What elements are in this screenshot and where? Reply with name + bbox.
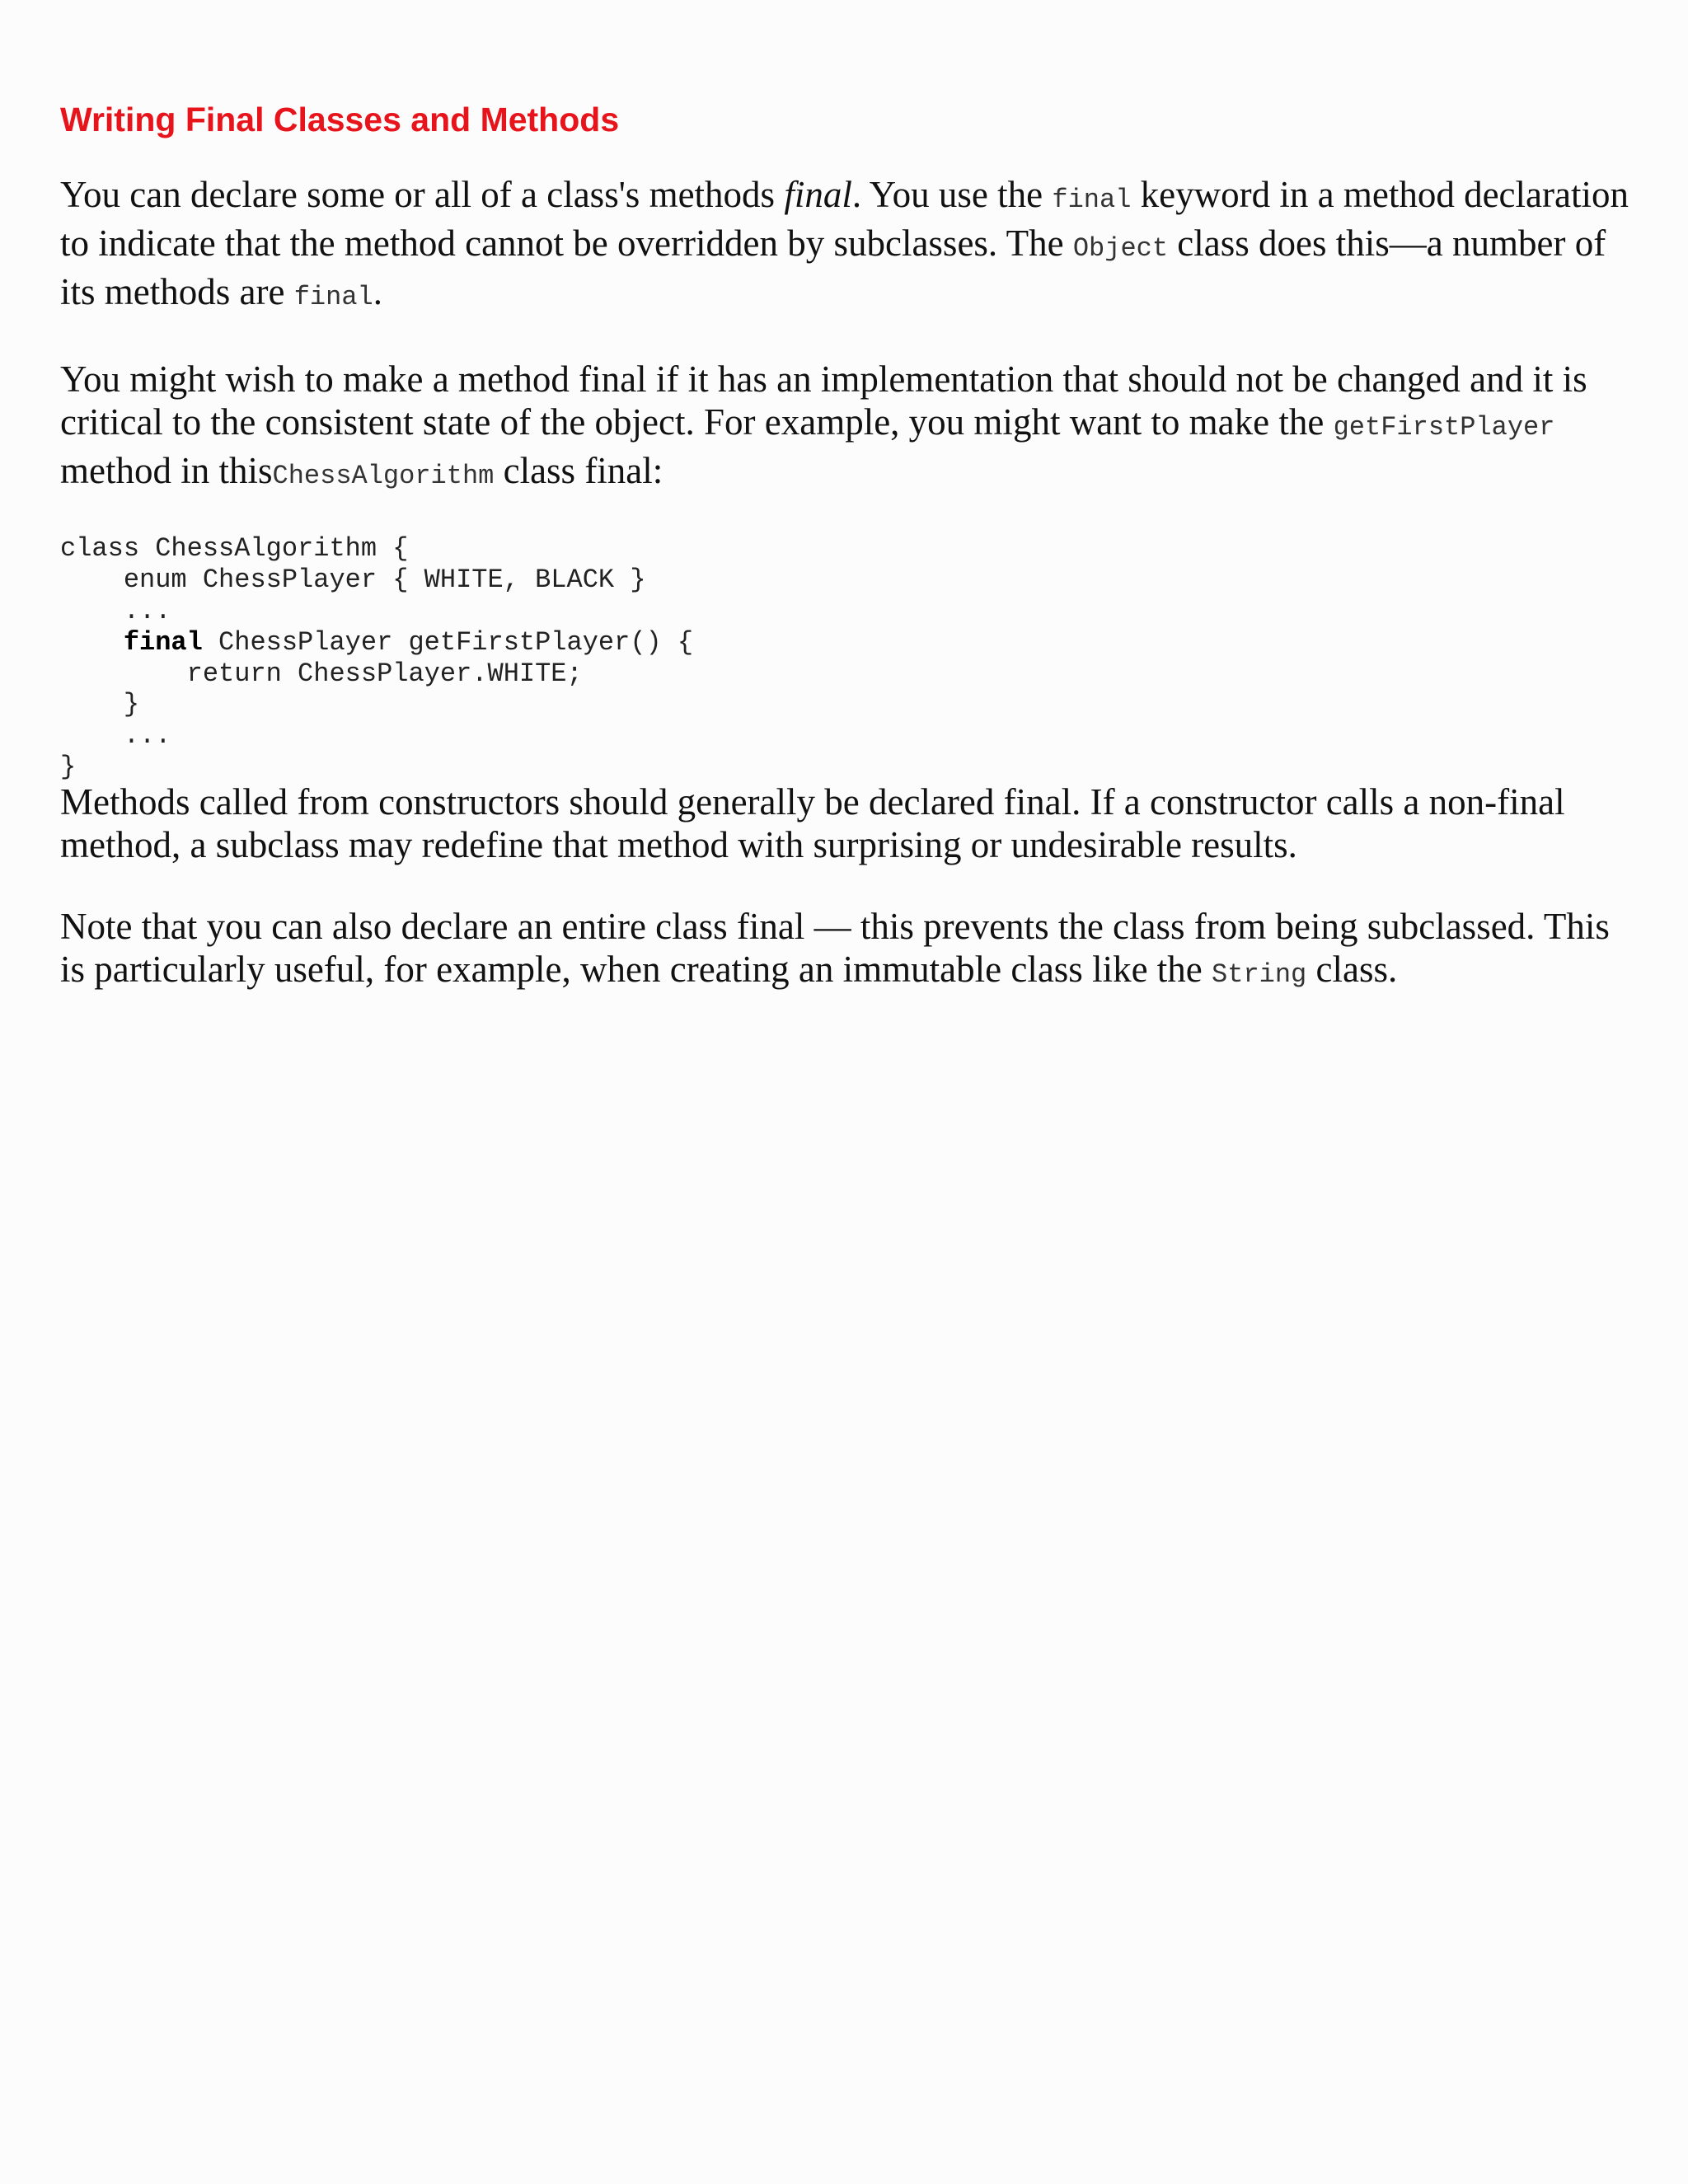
- document-page: [60, 97, 1643, 996]
- code-line: enum ChessPlayer { WHITE, BLACK }: [60, 564, 646, 595]
- text: . You use the: [851, 174, 1053, 215]
- text: Note that you can also declare an entire class final — this prevents the class from being subclassed. This is particularly useful, for example, when creating an immutable class like the: [60, 906, 1610, 991]
- italic-final: final: [784, 174, 852, 215]
- code-line: ...: [60, 720, 171, 752]
- text: class final:: [494, 450, 663, 491]
- code-line: }: [60, 689, 140, 720]
- code-line: class ChessAlgorithm {: [60, 533, 409, 564]
- text: class does this—a number of its methods are: [60, 223, 1606, 312]
- inline-code-string: String: [1212, 959, 1307, 991]
- code-line: ...: [60, 595, 171, 626]
- inline-code-object: Object: [1072, 233, 1169, 264]
- page-title: Writing Final Classes and Methods: [60, 101, 620, 138]
- code-line: }: [60, 752, 77, 783]
- text: method in this: [60, 450, 273, 491]
- text: keyword in a method declaration to indicate that the method cannot be overridden by subclasses. The: [60, 174, 1629, 264]
- code-keyword-final: final: [123, 626, 203, 658]
- inline-code-getfirstplayer: getFirstPlayer: [1333, 412, 1555, 443]
- inline-code-final: final: [1052, 185, 1132, 215]
- inline-code-chessalgorithm: ChessAlgorithm: [272, 461, 495, 491]
- paragraph-final-methods: [60, 173, 1643, 319]
- text: You might wish to make a method final if it has an implementation that should not be changed and it is critical to the consistent state of the object. For example, you might want to make the: [60, 359, 1587, 443]
- code-text: ChessPlayer getFirstPlayer() {: [202, 626, 694, 658]
- code-block: [60, 533, 1643, 783]
- paragraph-make-method-final: [60, 358, 1643, 498]
- paragraph-constructors: Methods called from constructors should generally be declared final. If a constructor calls a non-final method, a subclass may redefine that method with surprising or undesirable results.: [60, 781, 1565, 866]
- paragraph-final-class: [60, 905, 1643, 996]
- code-line: [60, 627, 1643, 658]
- text: class.: [1306, 949, 1398, 991]
- code-indent: [60, 627, 124, 658]
- text: .: [373, 271, 382, 312]
- inline-code-final: final: [293, 282, 373, 312]
- text: You can declare some or all of a class's methods: [60, 174, 785, 215]
- code-line: return ChessPlayer.WHITE;: [60, 658, 583, 689]
